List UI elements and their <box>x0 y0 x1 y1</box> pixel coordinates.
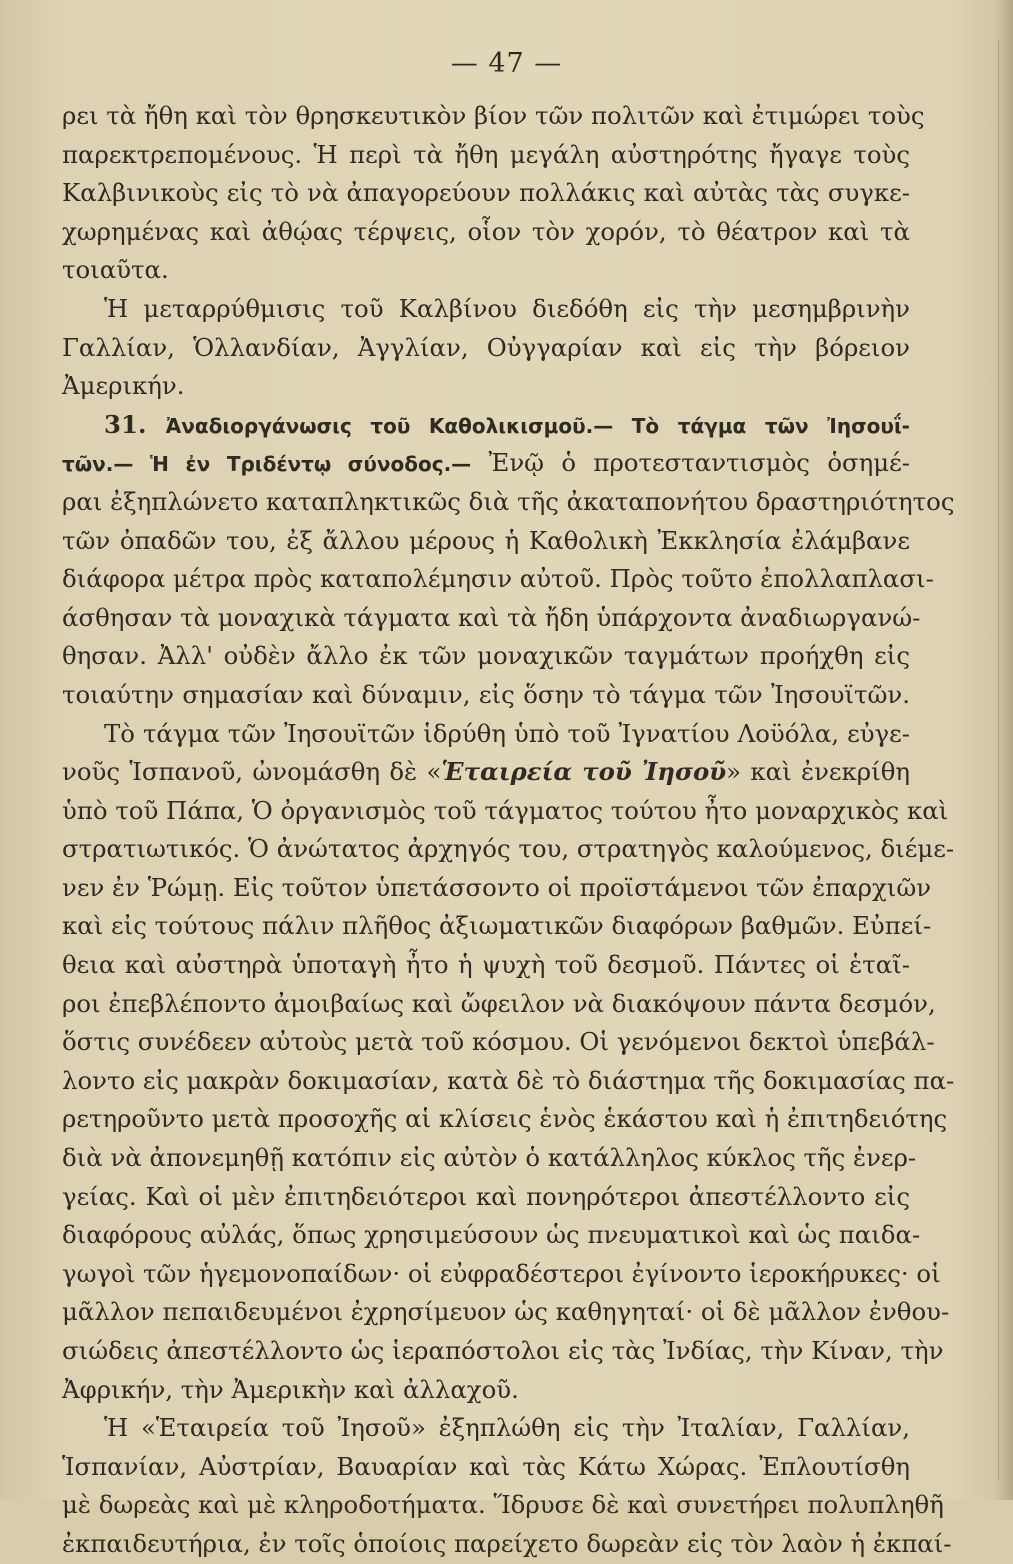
text-line: Ἀμερικήν. <box>62 371 185 401</box>
text-line: Ἀφρικήν, τὴν Ἀμερικὴν καὶ ἀλλαχοῦ. <box>62 1374 519 1404</box>
page-fold-line <box>998 40 999 1480</box>
text-line: Ἡ «Ἑταιρεία τοῦ Ἰησοῦ» ἐξηπλώθη εἰς τὴν Ἰταλίαν, Γαλλίαν, <box>104 1413 910 1443</box>
section-number: 31. <box>104 409 147 439</box>
text-line: χωρημένας καὶ ἀθῴας τέρψεις, οἷον τὸν χορόν, τὸ θέατρον καὶ τὰ <box>62 216 910 246</box>
page-number: — 47 — <box>450 48 563 79</box>
section-heading-line <box>62 444 910 483</box>
section-heading-line <box>62 406 910 445</box>
body-text <box>62 97 955 1564</box>
text-line: ραι ἐξηπλώνετο καταπληκτικῶς διὰ τῆς ἀκαταπονήτου δραστηριότητος <box>62 486 955 516</box>
section-heading: Ἀναδιοργάνωσις τοῦ Καθολικισμοῦ.— Τὸ τάγμα τῶν Ἰησουΐ- <box>165 413 910 438</box>
text-line: θεια καὶ αὐστηρὰ ὑποταγὴ ἦτο ἡ ψυχὴ τοῦ δεσμοῦ. Πάντες οἱ ἑταῖ- <box>62 950 910 980</box>
text-line: Τὸ τάγμα τῶν Ἰησουϊτῶν ἱδρύθη ὑπὸ τοῦ Ἰγνατίου Λοϋόλα, εὐγε- <box>104 718 910 748</box>
text-line: θησαν. Ἀλλ' οὐδὲν ἄλλο ἐκ τῶν μοναχικῶν ταγμάτων προήχθη εἰς <box>62 641 910 671</box>
text-line: ρετηροῦντο μετὰ προσοχῆς αἱ κλίσεις ἑνὸς ἑκάστου καὶ ἡ ἐπιτηδειότης <box>62 1104 948 1134</box>
text-line: ρει τὰ ἤθη καὶ τὸν θρησκευτικὸν βίον τῶν πολιτῶν καὶ ἐτιμώρει τοὺς <box>62 101 925 130</box>
text-line: σιώδεις ἀπεστέλλοντο ὡς ἱεραπόστολοι εἰς τὰς Ἰνδίας, τὴν Κίναν, τὴν <box>62 1336 944 1365</box>
text-line: Γαλλίαν, Ὁλλανδίαν, Ἀγγλίαν, Οὐγγαρίαν καὶ εἰς τὴν βόρειον <box>62 332 910 362</box>
text-line: διὰ νὰ ἀπονεμηθῇ κατόπιν εἰς αὐτὸν ὁ κατάλληλος κύκλος τῆς ἐνερ- <box>62 1143 917 1173</box>
text-line: τοιαῦτα. <box>62 255 169 285</box>
text-line: μὲ δωρεὰς καὶ μὲ κληροδοτήματα. Ἵδρυσε δὲ καὶ συνετήρει πολυπληθῆ <box>62 1490 944 1520</box>
section-heading-cont: τῶν.— Ἡ ἐν Τριδέντῳ σύνοδος.— <box>62 452 472 477</box>
text-line: Καλβινικοὺς εἰς τὸ νὰ ἀπαγορεύουν πολλάκις καὶ αὐτὰς τὰς συγκε- <box>62 178 910 208</box>
text-segment: » καὶ ἐνεκρίθη <box>726 757 910 787</box>
text-line: παρεκτρεπομένους. Ἡ περὶ τὰ ἤθη μεγάλη αὐστηρότης ἤγαγε τοὺς <box>62 139 910 169</box>
text-line: ροι ἐπεβλέποντο ἀμοιβαίως καὶ ὤφειλον νὰ διακόψουν πάντα δεσμόν, <box>62 988 936 1018</box>
text-line: λοντο εἰς μακρὰν δοκιμασίαν, κατὰ δὲ τὸ διάστημα τῆς δοκιμασίας πα- <box>62 1065 955 1095</box>
text-line: ἐκπαιδευτήρια, ἐν τοῖς ὁποίοις παρείχετο δωρεὰν εἰς τὸν λαὸν ἡ ἐκπαί- <box>62 1528 952 1558</box>
text-line: μᾶλλον πεπαιδευμένοι ἐχρησίμευον ὡς καθηγηταί· οἱ δὲ μᾶλλον ἐνθου- <box>62 1297 950 1327</box>
text-line: τῶν ὀπαδῶν του, ἐξ ἄλλου μέρους ἡ Καθολικὴ Ἐκκλησία ἐλάμβανε <box>62 525 910 555</box>
text-line: ὅστις συνέδεεν αὐτοὺς μετὰ τοῦ κόσμου. Οἱ γενόμενοι δεκτοὶ ὑπεβάλ- <box>62 1027 935 1057</box>
text-line: νεν ἐν Ῥώμῃ. Εἰς τοῦτον ὑπετάσσοντο οἱ προϊστάμενοι τῶν ἐπαρχιῶν <box>62 872 932 902</box>
text-line: Ἡ μεταρρύθμισις τοῦ Καλβίνου διεδόθη εἰς τὴν μεσημβρινὴν <box>104 293 910 323</box>
text-line: γείας. Καὶ οἱ μὲν ἐπιτηδειότεροι καὶ πονηρότεροι ἀπεστέλλοντο εἰς <box>62 1181 910 1211</box>
text-segment: Ἐνῷ ὁ προτεσταντισμὸς ὁσημέ- <box>471 448 910 478</box>
text-line: ὑπὸ τοῦ Πάπα, Ὁ ὀργανισμὸς τοῦ τάγματος τούτου ἦτο μοναρχικὸς καὶ <box>62 795 949 825</box>
text-line: στρατιωτικός. Ὁ ἀνώτατος ἀρχηγός του, στρατηγὸς καλούμενος, διέμε- <box>62 834 955 864</box>
text-line: Ἱσπανίαν, Αὐστρίαν, Βαυαρίαν καὶ τὰς Κάτω Χώρας. Ἐπλουτίσθη <box>62 1451 910 1481</box>
text-line: άσθησαν τὰ μοναχικὰ τάγματα καὶ τὰ ἤδη ὑπάρχοντα ἀναδιωργανώ- <box>62 602 921 632</box>
text-line: διάφορα μέτρα πρὸς καταπολέμησιν αὐτοῦ. Πρὸς τοῦτο ἐπολλαπλασι- <box>62 564 934 594</box>
text-line <box>62 753 910 792</box>
society-of-jesus-title: Ἑταιρεία τοῦ Ἰησοῦ <box>441 757 727 787</box>
text-line: καὶ εἰς τούτους πάλιν πλῆθος ἀξιωματικῶν διαφόρων βαθμῶν. Εὐπεί- <box>62 911 932 941</box>
text-line: γωγοὶ τῶν ἡγεμονοπαίδων· οἱ εὐφραδέστεροι ἐγίνοντο ἱεροκήρυκες· οἱ <box>62 1258 941 1288</box>
text-line: διαφόρους αὐλάς, ὅπως χρησιμεύσουν ὡς πνευματικοὶ καὶ ὡς παιδα- <box>62 1220 921 1250</box>
text-line: τοιαύτην σημασίαν καὶ δύναμιν, εἰς ὅσην τὸ τάγμα τῶν Ἰησουϊτῶν. <box>62 679 910 709</box>
text-segment: νοῦς Ἱσπανοῦ, ὠνομάσθη δὲ « <box>62 757 442 787</box>
